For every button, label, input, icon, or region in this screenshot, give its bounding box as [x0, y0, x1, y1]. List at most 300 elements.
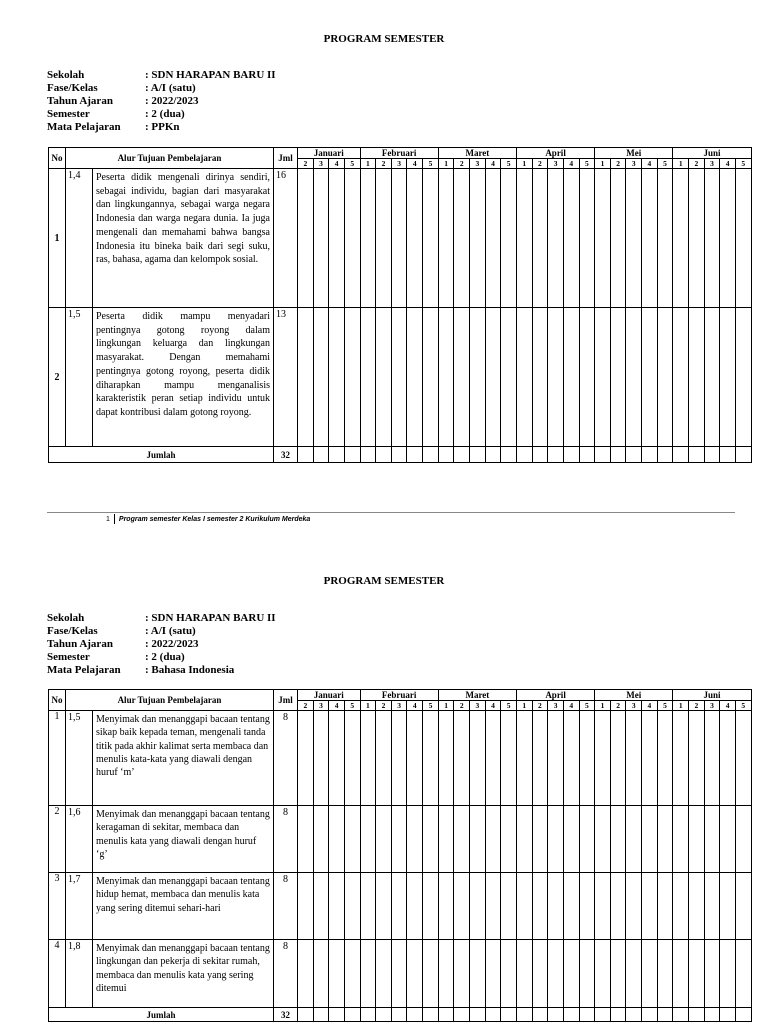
table-row: [49, 169, 752, 308]
week-cell: [642, 1008, 658, 1022]
week-cell: [344, 873, 360, 940]
week-cell: [720, 873, 736, 940]
info-row-school: [47, 612, 276, 625]
week-number: 5: [344, 701, 360, 711]
week-cell: [329, 711, 345, 806]
info-value: : 2022/2023: [145, 638, 199, 650]
footer-divider: [47, 512, 735, 513]
week-cell: [532, 711, 548, 806]
week-cell: [344, 447, 360, 463]
week-cell: [610, 873, 626, 940]
week-cell: [548, 169, 564, 308]
week-cell: [407, 806, 423, 873]
week-cell: [673, 873, 689, 940]
week-cell: [313, 308, 329, 447]
month-header: April: [516, 148, 594, 159]
row-description: Peserta didik mampu menyadari pentingnya gotong royong dalam lingkungan keluarga dan lingkungan masyarakat. Dengan memahami pentingnya gotong royong, peserta didik diharapkan mampu menganalisis karakteristik peran setiap individu untuk dapat kontribusi dalam gotong royong.: [93, 308, 274, 447]
col-header-atp: Alur Tujuan Pembelajaran: [66, 690, 274, 711]
info-value: : 2 (dua): [145, 651, 185, 663]
week-cell: [329, 940, 345, 1008]
week-number: 2: [454, 701, 470, 711]
week-cell: [626, 447, 642, 463]
info-label: Semester: [47, 651, 90, 663]
week-number: 2: [454, 159, 470, 169]
week-cell: [407, 873, 423, 940]
week-number: 5: [657, 701, 673, 711]
week-cell: [673, 169, 689, 308]
week-cell: [626, 806, 642, 873]
week-cell: [735, 447, 751, 463]
week-cell: [329, 447, 345, 463]
month-header: Maret: [438, 148, 516, 159]
week-cell: [735, 711, 751, 806]
week-cell: [595, 940, 611, 1008]
week-cell: [532, 806, 548, 873]
row-code: 1,5: [66, 711, 93, 806]
week-cell: [423, 447, 439, 463]
week-cell: [485, 940, 501, 1008]
info-row-year: [47, 638, 276, 651]
week-cell: [329, 308, 345, 447]
week-cell: [313, 169, 329, 308]
week-cell: [360, 169, 376, 308]
week-cell: [532, 447, 548, 463]
week-number: 3: [704, 701, 720, 711]
page-title: PROGRAM SEMESTER: [323, 33, 445, 45]
week-cell: [438, 711, 454, 806]
info-label: Sekolah: [47, 612, 85, 624]
week-cell: [344, 1008, 360, 1022]
week-number: 3: [626, 701, 642, 711]
week-cell: [595, 447, 611, 463]
week-cell: [579, 711, 595, 806]
week-cell: [407, 1008, 423, 1022]
week-cell: [735, 806, 751, 873]
week-cell: [735, 308, 751, 447]
week-number: 2: [376, 159, 392, 169]
school-info: [47, 69, 276, 134]
week-number: 4: [407, 701, 423, 711]
row-jml: 16: [274, 169, 298, 308]
table-header-row: [49, 690, 752, 701]
week-cell: [391, 169, 407, 308]
row-jml: 8: [274, 873, 298, 940]
week-number: 1: [438, 701, 454, 711]
week-cell: [689, 806, 705, 873]
week-cell: [642, 447, 658, 463]
week-cell: [438, 940, 454, 1008]
week-cell: [642, 308, 658, 447]
week-cell: [344, 711, 360, 806]
week-number: 2: [610, 159, 626, 169]
week-cell: [579, 940, 595, 1008]
week-number: 4: [563, 701, 579, 711]
week-cell: [329, 873, 345, 940]
month-header: Februari: [360, 148, 438, 159]
week-cell: [579, 308, 595, 447]
week-cell: [329, 1008, 345, 1022]
week-cell: [704, 169, 720, 308]
info-row-semester: [47, 108, 276, 121]
table-row: [49, 806, 752, 873]
info-label: Mata Pelajaran: [47, 664, 121, 676]
info-label: Fase/Kelas: [47, 625, 98, 637]
week-cell: [548, 940, 564, 1008]
week-cell: [407, 711, 423, 806]
col-header-no: No: [49, 690, 66, 711]
week-cell: [391, 806, 407, 873]
week-cell: [438, 873, 454, 940]
week-cell: [298, 873, 314, 940]
week-number: 4: [485, 701, 501, 711]
week-cell: [610, 447, 626, 463]
week-cell: [470, 806, 486, 873]
info-row-class: [47, 82, 276, 95]
week-cell: [344, 308, 360, 447]
week-cell: [501, 711, 517, 806]
month-header: Mei: [595, 690, 673, 701]
week-cell: [376, 873, 392, 940]
week-number: 5: [579, 701, 595, 711]
week-cell: [454, 308, 470, 447]
week-number: 3: [548, 701, 564, 711]
week-cell: [391, 308, 407, 447]
week-cell: [344, 169, 360, 308]
week-cell: [501, 940, 517, 1008]
week-cell: [376, 169, 392, 308]
week-number: 4: [563, 159, 579, 169]
week-cell: [610, 308, 626, 447]
week-cell: [470, 940, 486, 1008]
week-cell: [313, 447, 329, 463]
week-cell: [423, 169, 439, 308]
week-cell: [673, 711, 689, 806]
week-cell: [595, 873, 611, 940]
week-cell: [563, 806, 579, 873]
week-number: 4: [642, 701, 658, 711]
footer-text: Program semester Kelas I semester 2 Kurikulum Merdeka: [118, 515, 311, 523]
week-cell: [673, 806, 689, 873]
row-description: Peserta didik mengenali dirinya sendiri, sebagai individu, bagian dari masyarakat dan lingkungannya, sebagai warga negara Indonesia dan warga negara dunia. Ia juga mengenali dan memahami bahwa bangsa Indonesia itu bineka baik dari segi suku, ras, bahasa, agama dan kelompok sosial.: [93, 169, 274, 308]
week-cell: [391, 940, 407, 1008]
week-cell: [501, 169, 517, 308]
week-cell: [298, 1008, 314, 1022]
week-cell: [689, 873, 705, 940]
week-number: 3: [313, 159, 329, 169]
week-number: 3: [313, 701, 329, 711]
week-number: 2: [689, 159, 705, 169]
week-cell: [454, 873, 470, 940]
info-row-year: [47, 95, 276, 108]
col-header-jml: Jml: [274, 148, 298, 169]
week-cell: [516, 940, 532, 1008]
week-cell: [548, 806, 564, 873]
week-cell: [626, 308, 642, 447]
week-cell: [485, 1008, 501, 1022]
week-cell: [704, 873, 720, 940]
total-row: [49, 447, 752, 463]
row-number: 2: [49, 806, 66, 873]
info-value: : SDN HARAPAN BARU II: [145, 69, 276, 81]
info-value: : 2 (dua): [145, 108, 185, 120]
week-number: 1: [438, 159, 454, 169]
week-cell: [516, 1008, 532, 1022]
row-description: Menyimak dan menanggapi bacaan tentang keragaman di sekitar, membaca dan menulis kata yang diawali dengan huruf ‘g’: [93, 806, 274, 873]
week-cell: [485, 447, 501, 463]
week-cell: [595, 308, 611, 447]
week-number: 5: [657, 159, 673, 169]
week-number: 2: [532, 701, 548, 711]
table-row: [49, 308, 752, 447]
week-cell: [344, 806, 360, 873]
month-header: Februari: [360, 690, 438, 701]
week-cell: [704, 940, 720, 1008]
info-value: : 2022/2023: [145, 95, 199, 107]
col-header-atp: Alur Tujuan Pembelajaran: [66, 148, 274, 169]
week-cell: [532, 1008, 548, 1022]
info-value: : Bahasa Indonesia: [145, 664, 235, 676]
week-cell: [485, 308, 501, 447]
week-cell: [704, 711, 720, 806]
month-header: Mei: [595, 148, 673, 159]
month-header: Juni: [673, 690, 751, 701]
week-cell: [532, 308, 548, 447]
week-number: 2: [689, 701, 705, 711]
week-cell: [376, 1008, 392, 1022]
week-cell: [313, 1008, 329, 1022]
week-cell: [595, 711, 611, 806]
week-number: 4: [642, 159, 658, 169]
week-cell: [298, 806, 314, 873]
week-cell: [485, 873, 501, 940]
semester-table: [48, 689, 752, 1022]
week-cell: [657, 806, 673, 873]
week-cell: [689, 940, 705, 1008]
week-cell: [407, 308, 423, 447]
info-row-semester: [47, 651, 276, 664]
week-cell: [563, 1008, 579, 1022]
week-cell: [313, 806, 329, 873]
week-cell: [438, 447, 454, 463]
week-number: 3: [470, 701, 486, 711]
week-cell: [720, 308, 736, 447]
week-cell: [532, 873, 548, 940]
week-cell: [548, 873, 564, 940]
week-cell: [657, 1008, 673, 1022]
week-cell: [610, 1008, 626, 1022]
week-number: 5: [423, 701, 439, 711]
week-cell: [657, 711, 673, 806]
week-number: 1: [673, 701, 689, 711]
table-header-row: [49, 148, 752, 159]
week-cell: [642, 169, 658, 308]
week-number: 1: [673, 159, 689, 169]
week-cell: [610, 169, 626, 308]
info-value: : A/I (satu): [145, 625, 196, 637]
week-number: 1: [360, 159, 376, 169]
week-cell: [454, 940, 470, 1008]
week-cell: [673, 447, 689, 463]
week-cell: [501, 447, 517, 463]
info-row-class: [47, 625, 276, 638]
week-cell: [579, 447, 595, 463]
week-cell: [579, 1008, 595, 1022]
week-cell: [579, 169, 595, 308]
week-cell: [454, 806, 470, 873]
row-jml: 8: [274, 806, 298, 873]
col-header-jml: Jml: [274, 690, 298, 711]
week-cell: [329, 806, 345, 873]
week-cell: [313, 711, 329, 806]
info-label: Sekolah: [47, 69, 85, 81]
week-number: 5: [501, 159, 517, 169]
row-code: 1,4: [66, 169, 93, 308]
info-label: Tahun Ajaran: [47, 95, 113, 107]
week-number: 2: [298, 159, 314, 169]
week-cell: [563, 447, 579, 463]
week-cell: [360, 1008, 376, 1022]
table-row: [49, 711, 752, 806]
week-number: 1: [516, 159, 532, 169]
row-description: Menyimak dan menanggapi bacaan tentang sikap baik kepada teman, mengenali tanda titik pada akhir kalimat serta membaca dan menulis kata-kata yang diawali dengan huruf ‘m’: [93, 711, 274, 806]
week-cell: [673, 308, 689, 447]
month-header: April: [516, 690, 594, 701]
week-cell: [423, 1008, 439, 1022]
week-cell: [532, 169, 548, 308]
total-value: 32: [274, 447, 298, 463]
month-header: Januari: [298, 148, 361, 159]
week-number: 1: [516, 701, 532, 711]
table-row: [49, 873, 752, 940]
week-cell: [423, 806, 439, 873]
week-number: 2: [610, 701, 626, 711]
week-cell: [360, 873, 376, 940]
week-number: 4: [329, 159, 345, 169]
week-cell: [501, 308, 517, 447]
week-cell: [563, 308, 579, 447]
week-number: 4: [329, 701, 345, 711]
week-cell: [360, 308, 376, 447]
info-label: Mata Pelajaran: [47, 121, 121, 133]
month-header: Januari: [298, 690, 361, 701]
week-cell: [407, 940, 423, 1008]
week-cell: [720, 806, 736, 873]
week-number: 5: [579, 159, 595, 169]
week-cell: [673, 940, 689, 1008]
week-number: 4: [720, 701, 736, 711]
week-cell: [657, 308, 673, 447]
week-cell: [516, 806, 532, 873]
row-number: 2: [49, 308, 66, 447]
week-cell: [689, 308, 705, 447]
week-cell: [626, 711, 642, 806]
week-cell: [735, 873, 751, 940]
row-code: 1,6: [66, 806, 93, 873]
week-cell: [438, 308, 454, 447]
week-cell: [657, 447, 673, 463]
week-cell: [626, 873, 642, 940]
week-cell: [470, 711, 486, 806]
week-cell: [720, 940, 736, 1008]
row-description: Menyimak dan menanggapi bacaan tentang hidup hemat, membaca dan menulis kata yang sering ditemui sehari-hari: [93, 873, 274, 940]
week-number: 5: [735, 159, 751, 169]
week-number: 1: [595, 159, 611, 169]
week-cell: [610, 711, 626, 806]
week-cell: [735, 940, 751, 1008]
week-cell: [470, 447, 486, 463]
week-number: 2: [298, 701, 314, 711]
row-jml: 8: [274, 940, 298, 1008]
info-row-school: [47, 69, 276, 82]
week-cell: [391, 711, 407, 806]
info-label: Tahun Ajaran: [47, 638, 113, 650]
week-number: 3: [391, 159, 407, 169]
week-cell: [423, 308, 439, 447]
week-cell: [438, 806, 454, 873]
page-footer: [106, 514, 310, 524]
week-cell: [485, 169, 501, 308]
week-cell: [298, 169, 314, 308]
total-label: Jumlah: [49, 447, 274, 463]
week-cell: [689, 169, 705, 308]
month-header: Maret: [438, 690, 516, 701]
week-cell: [720, 447, 736, 463]
week-cell: [360, 806, 376, 873]
info-value: : SDN HARAPAN BARU II: [145, 612, 276, 624]
week-cell: [391, 1008, 407, 1022]
page-title: PROGRAM SEMESTER: [323, 575, 445, 587]
week-cell: [595, 806, 611, 873]
week-cell: [642, 711, 658, 806]
week-cell: [485, 711, 501, 806]
week-cell: [298, 447, 314, 463]
row-jml: 13: [274, 308, 298, 447]
week-cell: [720, 711, 736, 806]
week-number: 5: [344, 159, 360, 169]
week-cell: [501, 806, 517, 873]
week-number: 4: [720, 159, 736, 169]
week-number: 2: [376, 701, 392, 711]
row-code: 1,8: [66, 940, 93, 1008]
week-cell: [610, 940, 626, 1008]
week-number: 4: [407, 159, 423, 169]
semester-table: [48, 147, 752, 463]
footer-separator: [114, 514, 115, 524]
week-cell: [454, 711, 470, 806]
info-row-subject: [47, 664, 276, 677]
week-number: 3: [548, 159, 564, 169]
week-cell: [595, 169, 611, 308]
week-cell: [470, 169, 486, 308]
week-cell: [704, 308, 720, 447]
week-cell: [470, 873, 486, 940]
week-cell: [454, 169, 470, 308]
week-cell: [376, 308, 392, 447]
row-number: 1: [49, 711, 66, 806]
col-header-no: No: [49, 148, 66, 169]
week-number: 1: [595, 701, 611, 711]
week-number: 5: [501, 701, 517, 711]
week-cell: [579, 806, 595, 873]
week-cell: [673, 1008, 689, 1022]
month-header: Juni: [673, 148, 751, 159]
week-cell: [438, 169, 454, 308]
week-cell: [642, 806, 658, 873]
row-code: 1,5: [66, 308, 93, 447]
week-cell: [642, 873, 658, 940]
week-cell: [579, 873, 595, 940]
week-cell: [548, 447, 564, 463]
